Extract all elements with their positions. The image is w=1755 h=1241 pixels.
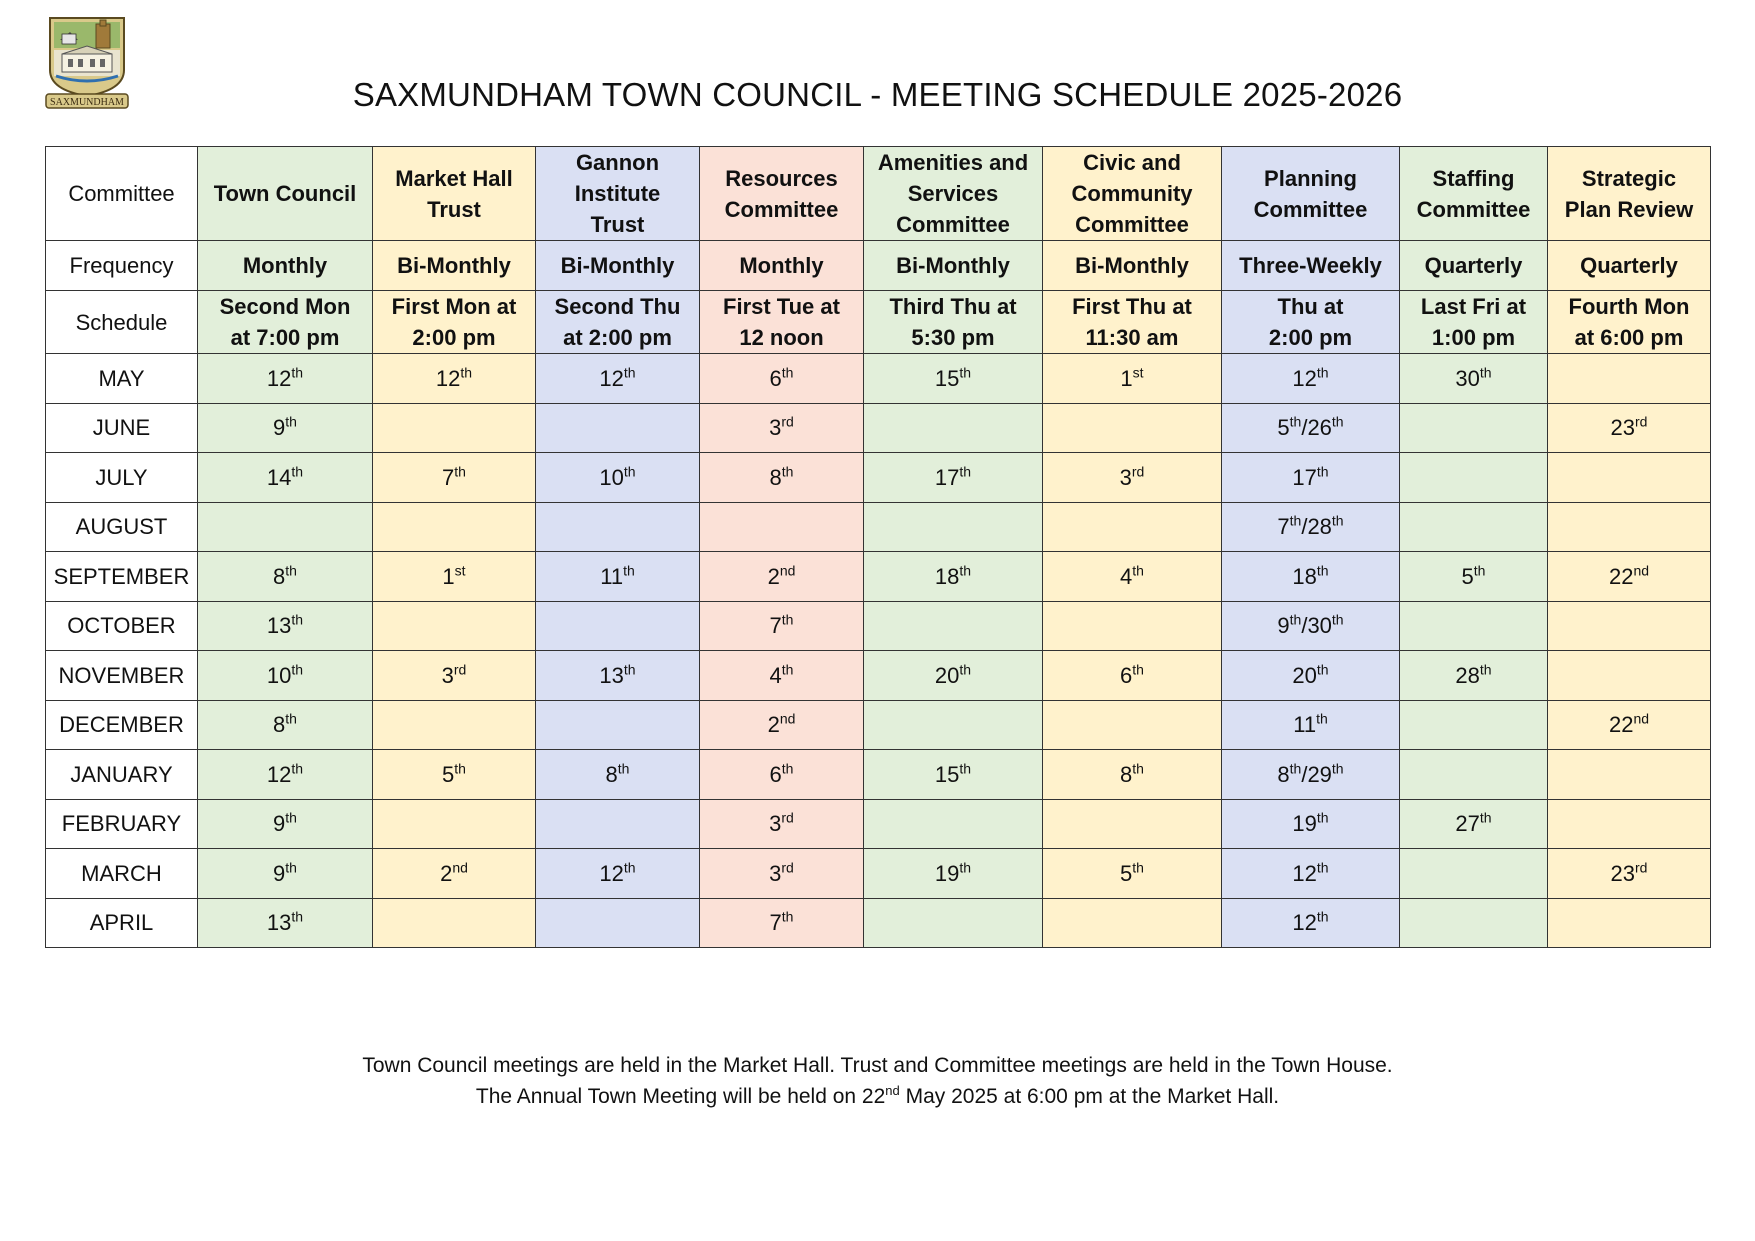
meeting-date-cell: 8th [198,552,373,602]
committee-name-cell [1043,147,1222,241]
ordinal-suffix: th [460,364,473,381]
committee-name-cell [1222,147,1400,241]
meeting-date-cell: 13th [536,651,700,701]
month-row [46,453,1711,503]
meeting-date-cell: 8th/29th [1222,750,1400,800]
meeting-date-cell: 6th [1043,651,1222,701]
month-row [46,403,1711,453]
cell-text-line: Committee [1253,196,1368,222]
cell-text-line: at 2:00 pm [563,325,672,350]
meeting-date-cell [373,700,536,750]
ordinal-suffix: th [291,463,304,480]
ordinal-suffix: th [623,562,635,579]
ordinal-suffix: rd [1635,413,1648,430]
ordinal-suffix: th [781,463,794,480]
schedule-cell [1548,291,1711,354]
meeting-date-cell: 12th [198,750,373,800]
ordinal-suffix: th [285,562,297,579]
meeting-date-cell [864,601,1043,651]
schedule-cell [1222,291,1400,354]
committee-name-cell [1400,147,1548,241]
ordinal-suffix: th [1479,809,1492,826]
schedule-cell [536,291,700,354]
meeting-date-cell [864,799,1043,849]
schedule-cell [198,291,373,354]
meeting-date-cell: 6th [700,750,864,800]
month-row [46,651,1711,701]
cell-text-line: at 6:00 pm [1574,325,1684,350]
frequency-row [46,241,1711,291]
ordinal-suffix: th [285,809,297,826]
month-row [46,552,1711,602]
meeting-date-cell [1043,502,1222,552]
meeting-date-cell: 5th [1400,552,1548,602]
meeting-date-cell [1400,898,1548,948]
cell-text-line: 5:30 pm [911,325,995,350]
meeting-date-cell [1400,453,1548,503]
meeting-schedule-table [45,146,1711,948]
month-label: MAY [46,354,198,404]
ordinal-suffix: th [623,661,636,678]
meeting-date-cell [536,898,700,948]
meeting-date-cell [1548,502,1711,552]
meeting-date-cell [198,502,373,552]
ordinal-suffix: th [1331,413,1344,430]
ordinal-suffix: th [454,463,466,480]
ordinal-suffix: th [959,760,972,777]
meeting-date-cell [700,502,864,552]
committee-name-cell [536,147,700,241]
cell-text-line: Second Thu [554,294,681,319]
meeting-date-cell: 10th [198,651,373,701]
meeting-date-cell: 9th [198,849,373,899]
cell-text-line: 12 noon [739,325,824,350]
ordinal-suffix: th [1132,661,1144,678]
cell-text-line: First Mon at [391,294,517,319]
schedule-cell [373,291,536,354]
cell-text-line: Town Council [213,181,357,206]
committee-row [46,147,1711,241]
ordinal-suffix: th [1132,859,1144,876]
ordinal-suffix: th [291,611,304,628]
ordinal-suffix: th [291,661,304,678]
meeting-date-cell: 20th [1222,651,1400,701]
meeting-date-cell: 23rd [1548,403,1711,453]
ordinal-suffix: th [1316,908,1329,925]
meeting-date-cell [1043,403,1222,453]
row-label-frequency: Frequency [46,241,198,291]
meeting-date-cell: 11th [1222,700,1400,750]
meeting-date-cell: 14th [198,453,373,503]
row-label-schedule: Schedule [46,291,198,354]
schedule-cell [700,291,864,354]
meeting-date-cell [536,700,700,750]
ordinal-suffix: rd [781,859,794,876]
ordinal-suffix: th [1289,413,1302,430]
month-row [46,799,1711,849]
meeting-date-cell [864,502,1043,552]
meeting-date-cell: 12th [198,354,373,404]
meeting-date-cell: 18th [1222,552,1400,602]
frequency-cell: Quarterly [1400,241,1548,291]
ordinal-suffix: th [1316,661,1329,678]
meeting-date-cell: 15th [864,354,1043,404]
month-label: NOVEMBER [46,651,198,701]
meeting-date-cell: 12th [1222,849,1400,899]
ordinal-suffix: th [285,710,297,727]
ordinal-suffix: th [959,859,972,876]
meeting-date-cell: 19th [1222,799,1400,849]
meeting-date-cell: 23rd [1548,849,1711,899]
ordinal-suffix: th [454,760,466,777]
month-label: OCTOBER [46,601,198,651]
ordinal-suffix: th [623,463,636,480]
meeting-date-cell: 8th [1043,750,1222,800]
cell-text-line: Committee [1416,196,1531,222]
frequency-cell: Quarterly [1548,241,1711,291]
ordinal-suffix: th [1331,512,1344,529]
ordinal-suffix: th [1316,859,1329,876]
meeting-date-cell: 8th [536,750,700,800]
meeting-date-cell: 20th [864,651,1043,701]
meeting-date-cell: 12th [536,849,700,899]
month-label: SEPTEMBER [46,552,198,602]
ordinal-suffix: th [1316,809,1329,826]
meeting-date-cell: 3rd [700,403,864,453]
meeting-date-cell: 12th [1222,354,1400,404]
meeting-date-cell: 12th [536,354,700,404]
ordinal-suffix: th [959,463,972,480]
row-label-committee: Committee [46,147,198,241]
meeting-date-cell: 7th/28th [1222,502,1400,552]
meeting-date-cell [1548,601,1711,651]
frequency-cell: Bi-Monthly [864,241,1043,291]
cell-text-line: Committee [1075,212,1189,237]
meeting-date-cell: 15th [864,750,1043,800]
meeting-date-cell: 22nd [1548,552,1711,602]
ordinal-suffix: th [285,413,297,430]
ordinal-suffix: th [781,908,794,925]
cell-text-line: Committee [724,196,839,222]
footer-line-annual-meeting [0,1081,1755,1112]
meeting-date-cell: 8th [700,453,864,503]
ordinal-suffix: th [623,859,636,876]
footer-line2-pre: The Annual Town Meeting will be held on 22 [475,1085,886,1108]
month-label: FEBRUARY [46,799,198,849]
meeting-date-cell: 12th [373,354,536,404]
schedule-cell [1043,291,1222,354]
cell-text-line: Gannon [575,150,660,175]
ordinal-suffix: th [291,908,304,925]
cell-text-line: Plan Review [1564,196,1694,222]
cell-text-line: Trust [427,196,481,222]
meeting-date-cell: 13th [198,601,373,651]
ordinal-suffix: nd [452,859,468,876]
meeting-date-cell [864,898,1043,948]
ordinal-suffix: th [285,859,297,876]
meeting-date-cell [1043,898,1222,948]
meeting-date-cell: 1st [1043,354,1222,404]
ordinal-suffix: th [623,364,636,381]
cell-text-line: Planning [1264,165,1357,191]
meeting-date-cell [1548,354,1711,404]
meeting-date-cell: 3rd [700,849,864,899]
ordinal-suffix: rd [781,413,794,430]
meeting-date-cell: 9th [198,799,373,849]
meeting-date-cell: 7th [700,898,864,948]
committee-name-cell [373,147,536,241]
ordinal-suffix: th [1316,364,1329,381]
committee-name-cell [198,147,373,241]
meeting-date-cell [373,601,536,651]
meeting-date-cell: 5th [1043,849,1222,899]
cell-text-line: Civic and [1083,150,1181,175]
ordinal-suffix: th [1331,611,1344,628]
cell-text-line: Community [1071,181,1193,206]
committee-name-cell [864,147,1043,241]
committee-name-cell [1548,147,1711,241]
meeting-date-cell: 27th [1400,799,1548,849]
ordinal-suffix: th [781,364,794,381]
footer-line2-post: May 2025 at 6:00 pm at the Market Hall. [899,1085,1280,1108]
ordinal-suffix: th [1316,463,1329,480]
footer-notes [0,1050,1755,1112]
meeting-date-cell: 30th [1400,354,1548,404]
meeting-date-cell: 6th [700,354,864,404]
month-label: JUNE [46,403,198,453]
meeting-date-cell: 9th [198,403,373,453]
month-row [46,849,1711,899]
meeting-date-cell: 18th [864,552,1043,602]
meeting-date-cell: 7th [373,453,536,503]
month-row [46,700,1711,750]
meeting-date-cell: 28th [1400,651,1548,701]
cell-text-line: Market Hall [395,165,513,191]
cell-text-line: at 7:00 pm [230,325,340,350]
meeting-date-cell [1043,700,1222,750]
ordinal-suffix: th [959,661,972,678]
ordinal-suffix: nd [779,562,796,579]
meeting-date-cell: 4th [700,651,864,701]
meeting-date-cell [536,601,700,651]
ordinal-suffix: th [781,611,794,628]
meeting-date-cell [1400,502,1548,552]
schedule-cell [864,291,1043,354]
cell-text-line: Committee [896,212,1010,237]
ordinal-suffix: th [1473,562,1486,579]
meeting-date-cell: 8th [198,700,373,750]
meeting-date-cell [373,403,536,453]
ordinal-suffix: st [454,562,466,579]
frequency-cell: Bi-Monthly [373,241,536,291]
ordinal-suffix: nd [1633,562,1650,579]
ordinal-suffix: st [1132,364,1144,381]
meeting-date-cell [1400,601,1548,651]
footer-line2-sup: nd [885,1083,900,1098]
meeting-date-cell: 2nd [700,552,864,602]
meeting-date-cell: 2nd [700,700,864,750]
meeting-date-cell [1548,651,1711,701]
ordinal-suffix: th [1289,760,1302,777]
meeting-date-cell [864,700,1043,750]
ordinal-suffix: rd [1635,859,1648,876]
meeting-date-cell: 10th [536,453,700,503]
month-label: APRIL [46,898,198,948]
cell-text-line: Third Thu at [889,294,1017,319]
meeting-date-cell [1548,453,1711,503]
schedule-cell [1400,291,1548,354]
meeting-date-cell [864,403,1043,453]
meeting-date-cell: 17th [864,453,1043,503]
meeting-date-cell [1400,403,1548,453]
ordinal-suffix: th [1132,562,1144,579]
meeting-date-cell: 3rd [700,799,864,849]
frequency-cell: Bi-Monthly [1043,241,1222,291]
ordinal-suffix: th [291,760,304,777]
cell-text-line: 1:00 pm [1431,325,1516,350]
month-row [46,750,1711,800]
schedule-row [46,291,1711,354]
month-label: JULY [46,453,198,503]
meeting-date-cell: 3rd [1043,453,1222,503]
cell-text-line: Trust [590,212,645,237]
meeting-date-cell [536,403,700,453]
ordinal-suffix: rd [453,661,467,678]
month-row [46,354,1711,404]
ordinal-suffix: th [1316,710,1328,727]
ordinal-suffix: th [1289,512,1302,529]
meeting-date-cell [1400,700,1548,750]
cell-text-line: Staffing [1432,165,1515,191]
cell-text-line: Last Fri at [1420,294,1527,319]
meeting-date-cell: 2nd [373,849,536,899]
ordinal-suffix: rd [1131,463,1145,480]
cell-text-line: Second Mon [219,294,351,319]
committee-name-cell [700,147,864,241]
ordinal-suffix: th [1479,364,1492,381]
cell-text-line: Thu at [1277,294,1344,319]
meeting-date-cell [1043,601,1222,651]
ordinal-suffix: th [781,760,794,777]
meeting-date-cell [536,502,700,552]
ordinal-suffix: th [291,364,304,381]
frequency-cell: Monthly [700,241,864,291]
cell-text-line: First Thu at [1072,294,1192,319]
frequency-cell: Monthly [198,241,373,291]
meeting-date-cell: 13th [198,898,373,948]
meeting-date-cell [1043,799,1222,849]
meeting-date-cell: 5th/26th [1222,403,1400,453]
ordinal-suffix: th [959,562,972,579]
footer-line-venues: Town Council meetings are held in the Market Hall. Trust and Committee meetings are held in the Town House. [362,1054,1393,1077]
meeting-date-cell [373,502,536,552]
meeting-date-cell [1548,799,1711,849]
month-row [46,502,1711,552]
cell-text-line: 2:00 pm [1268,325,1353,350]
meeting-date-cell [536,799,700,849]
month-label: DECEMBER [46,700,198,750]
cell-text-line: Strategic [1581,165,1677,191]
meeting-date-cell: 5th [373,750,536,800]
cell-text-line: 11:30 am [1085,325,1179,350]
cell-text-line: Resources [725,165,838,191]
meeting-date-cell: 11th [536,552,700,602]
frequency-cell: Bi-Monthly [536,241,700,291]
meeting-date-cell [1548,898,1711,948]
page-title: SAXMUNDHAM TOWN COUNCIL - MEETING SCHEDULE 2025-2026 [352,76,1403,113]
cell-text-line: Services [907,181,999,206]
month-label: MARCH [46,849,198,899]
meeting-date-cell [1400,849,1548,899]
meeting-date-cell: 4th [1043,552,1222,602]
ordinal-suffix: th [1316,562,1329,579]
ordinal-suffix: th [1289,611,1302,628]
meeting-date-cell [1400,750,1548,800]
ordinal-suffix: th [617,760,630,777]
meeting-date-cell [1548,750,1711,800]
meeting-date-cell [373,898,536,948]
meeting-date-cell: 7th [700,601,864,651]
month-label: JANUARY [46,750,198,800]
ordinal-suffix: th [1132,760,1144,777]
meeting-date-cell: 3rd [373,651,536,701]
month-label: AUGUST [46,502,198,552]
ordinal-suffix: th [1479,661,1492,678]
crest-banner-text: SAXMUNDHAM [50,97,124,108]
cell-text-line: Amenities and [877,150,1029,175]
frequency-cell: Three-Weekly [1222,241,1400,291]
meeting-date-cell: 1st [373,552,536,602]
ordinal-suffix: rd [781,809,794,826]
ordinal-suffix: th [781,661,794,678]
meeting-date-cell: 19th [864,849,1043,899]
meeting-date-cell: 17th [1222,453,1400,503]
ordinal-suffix: nd [1633,710,1650,727]
cell-text-line: 2:00 pm [412,325,496,350]
cell-text-line: Institute [574,181,661,206]
cell-text-line: Fourth Mon [1568,294,1690,319]
meeting-date-cell [373,799,536,849]
meeting-date-cell: 22nd [1548,700,1711,750]
ordinal-suffix: nd [779,710,796,727]
ordinal-suffix: th [959,364,972,381]
month-row [46,601,1711,651]
meeting-date-cell: 9th/30th [1222,601,1400,651]
meeting-date-cell: 12th [1222,898,1400,948]
ordinal-suffix: th [1331,760,1344,777]
month-row [46,898,1711,948]
cell-text-line: First Tue at [723,294,840,319]
